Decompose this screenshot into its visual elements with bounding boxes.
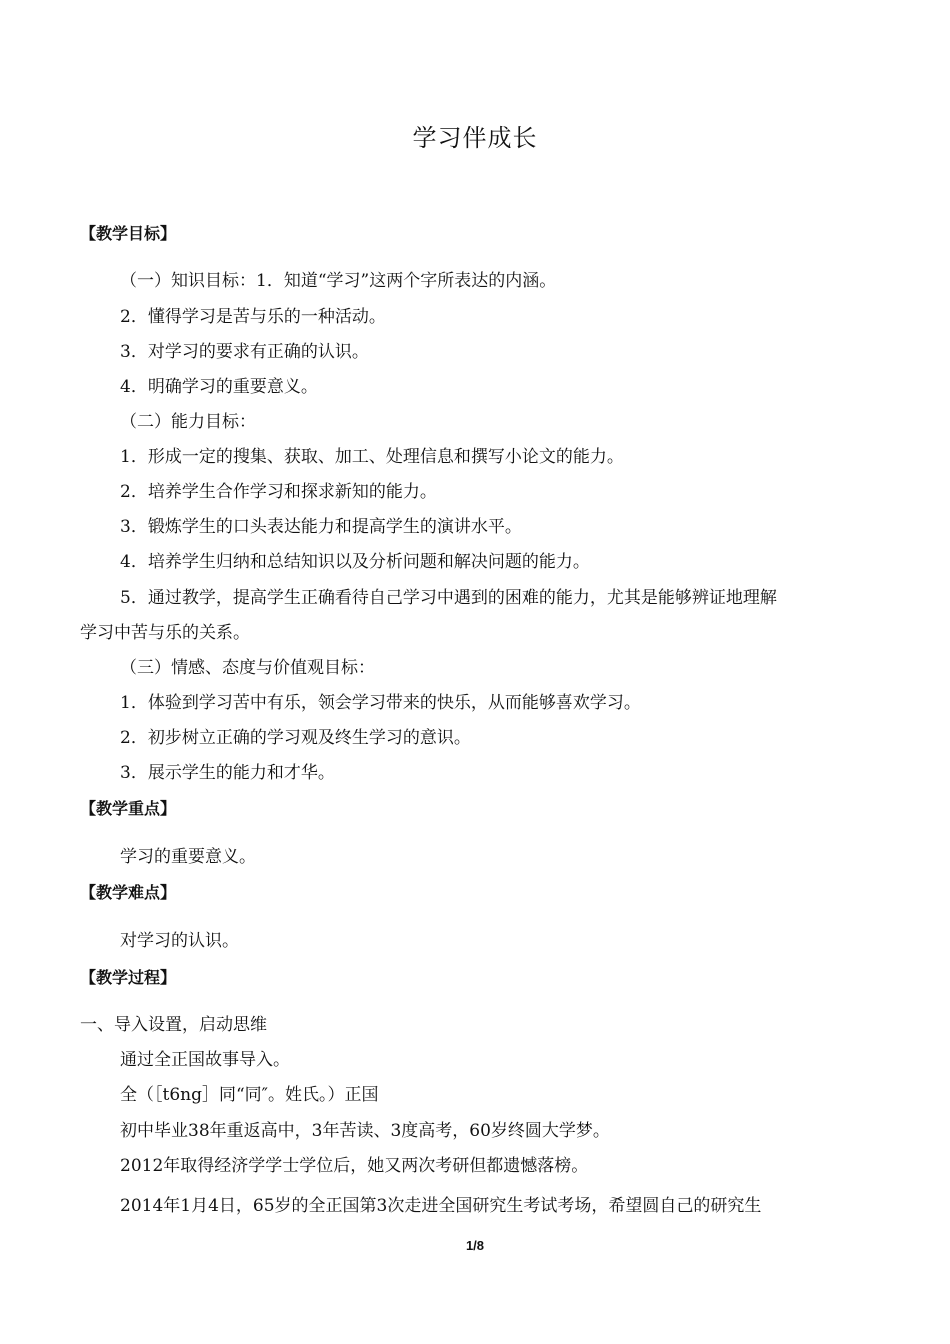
paragraph-line: （一）知识目标：1．知道“学习”这两个字所表达的内涵。 — [120, 271, 557, 291]
paragraph-line: 2．培养学生合作学习和探求新知的能力。 — [120, 482, 437, 502]
paragraph-line: 2012年取得经济学学士学位后，她又两次考研但都遗憾落榜。 — [120, 1156, 589, 1176]
section-heading-key-points: 【教学重点】 — [80, 799, 177, 818]
paragraph-line: （三）情感、态度与价值观目标： — [120, 658, 375, 678]
paragraph-line: 学习中苦与乐的关系。 — [80, 623, 250, 643]
paragraph-line: 4．培养学生归纳和总结知识以及分析问题和解决问题的能力。 — [120, 552, 590, 572]
paragraph-line: 3．锻炼学生的口头表达能力和提高学生的演讲水平。 — [120, 517, 522, 537]
page-number: 1/8 — [465, 1238, 485, 1253]
paragraph-line: 通过全正国故事导入。 — [120, 1050, 290, 1070]
paragraph-line: （二）能力目标： — [120, 412, 256, 432]
paragraph-line: 3．展示学生的能力和才华。 — [120, 763, 335, 783]
paragraph-line: 全（［t6ng］同“同″。姓氏。）正国 — [120, 1085, 379, 1105]
subsection-heading: 一、导入设置，启动思维 — [80, 1015, 267, 1035]
paragraph-line: 3．对学习的要求有正确的认识。 — [120, 342, 369, 362]
section-heading-difficulties: 【教学难点】 — [80, 883, 177, 902]
paragraph-line: 5．通过教学，提高学生正确看待自己学习中遇到的困难的能力，尤其是能够辨证地理解 — [120, 588, 777, 608]
paragraph-line: 1．体验到学习苦中有乐，领会学习带来的快乐，从而能够喜欢学习。 — [120, 693, 641, 713]
paragraph-line: 学习的重要意义。 — [120, 847, 256, 867]
paragraph-line: 2．初步树立正确的学习观及终生学习的意识。 — [120, 728, 471, 748]
paragraph-line: 2．懂得学习是苦与乐的一种活动。 — [120, 307, 386, 327]
document-title: 学习伴成长 — [412, 124, 538, 152]
section-heading-process: 【教学过程】 — [80, 968, 177, 987]
paragraph-line: 初中毕业38年重返高中，3年苦读、3度高考，60岁终圆大学梦。 — [120, 1121, 610, 1141]
paragraph-line: 4．明确学习的重要意义。 — [120, 377, 318, 397]
section-heading-objectives: 【教学目标】 — [80, 224, 177, 243]
paragraph-line: 对学习的认识。 — [120, 931, 239, 951]
paragraph-line: 1．形成一定的搜集、获取、加工、处理信息和撰写小论文的能力。 — [120, 447, 624, 467]
paragraph-line: 2014年1月4日，65岁的全正国第3次走进全国研究生考试考场，希望圆自己的研究生 — [120, 1196, 762, 1216]
